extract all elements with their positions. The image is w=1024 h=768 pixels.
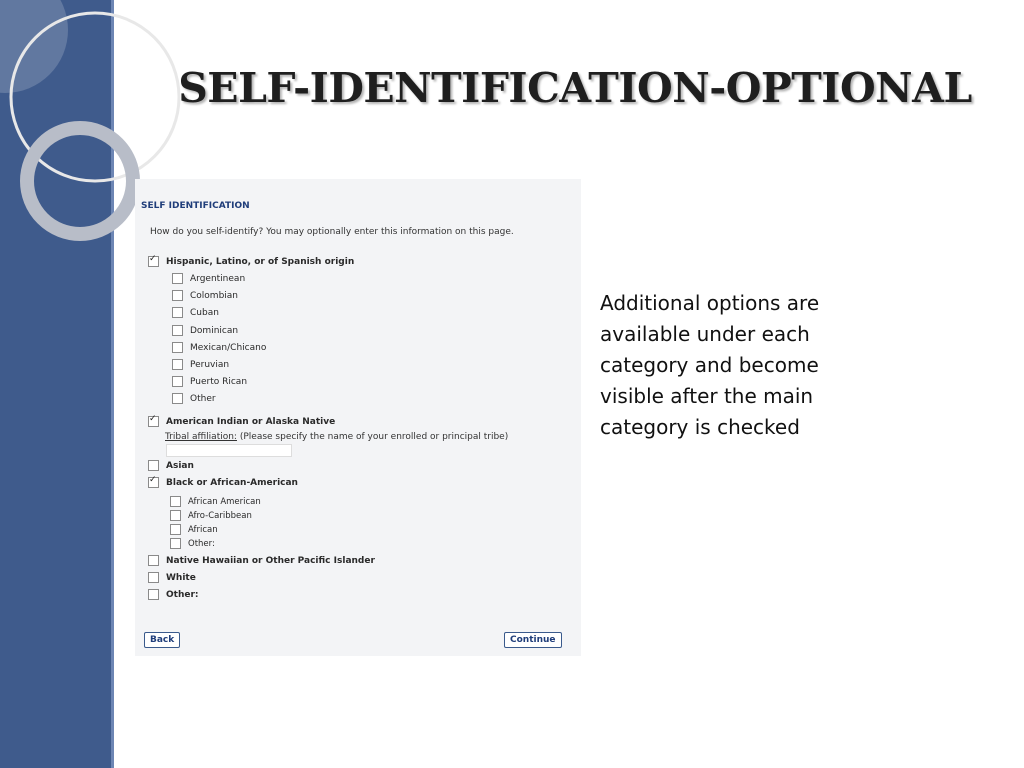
puerto-rican-checkbox[interactable] xyxy=(172,376,183,387)
other-checkbox[interactable] xyxy=(148,589,159,600)
continue-button[interactable]: Continue xyxy=(504,632,562,648)
pacific-islander-checkbox[interactable] xyxy=(148,555,159,566)
hispanic-other-checkbox[interactable] xyxy=(172,393,183,404)
tribal-affiliation-label xyxy=(165,432,508,442)
pacific-islander-label: Native Hawaiian or Other Pacific Islander xyxy=(166,555,375,566)
dominican-checkbox[interactable] xyxy=(172,325,183,336)
sub-option-label: Mexican/Chicano xyxy=(190,342,267,353)
sub-option-label: Peruvian xyxy=(190,359,230,370)
asian-label: Asian xyxy=(166,460,194,471)
hispanic-sub-option[interactable] xyxy=(172,376,247,387)
hispanic-label: Hispanic, Latino, or of Spanish origin xyxy=(166,256,355,267)
hispanic-sub-option[interactable] xyxy=(172,307,219,318)
black-sub-option[interactable] xyxy=(170,538,215,549)
sub-option-label: African xyxy=(188,524,218,535)
white-checkbox[interactable] xyxy=(148,572,159,583)
black-other-checkbox[interactable] xyxy=(170,538,181,549)
sub-option-label: Dominican xyxy=(190,325,239,336)
american-indian-label: American Indian or Alaska Native xyxy=(166,416,336,427)
hispanic-sub-option[interactable] xyxy=(172,325,238,336)
sub-option-label: Other: xyxy=(188,538,215,549)
white-label: White xyxy=(166,572,196,583)
sub-option-label: Puerto Rican xyxy=(190,376,248,387)
asian-option[interactable] xyxy=(148,460,194,471)
sub-option-label: Argentinean xyxy=(190,273,246,284)
african-checkbox[interactable] xyxy=(170,524,181,535)
hispanic-sub-option[interactable] xyxy=(172,393,216,404)
black-label: Black or African-American xyxy=(166,477,298,488)
pacific-islander-option[interactable] xyxy=(148,555,375,566)
sub-option-label: Afro-Caribbean xyxy=(188,510,252,521)
cuban-checkbox[interactable] xyxy=(172,307,183,318)
slide-title: SELF-IDENTIFICATION-OPTIONAL xyxy=(178,64,972,112)
black-option[interactable] xyxy=(148,477,298,488)
afro-caribbean-checkbox[interactable] xyxy=(170,510,181,521)
white-option[interactable] xyxy=(148,572,196,583)
black-sub-option[interactable] xyxy=(170,496,261,507)
sub-option-label: Cuban xyxy=(190,307,219,318)
american-indian-option[interactable] xyxy=(148,416,335,427)
form-question: How do you self-identify? You may optionally enter this information on this page. xyxy=(150,227,514,237)
back-button[interactable]: Back xyxy=(144,632,180,648)
black-sub-option[interactable] xyxy=(170,510,252,521)
other-label: Other: xyxy=(166,589,199,600)
hispanic-sub-option[interactable] xyxy=(172,290,238,301)
hispanic-sub-option[interactable] xyxy=(172,273,245,284)
black-sub-option[interactable] xyxy=(170,524,218,535)
tribal-label: Tribal affiliation: xyxy=(165,432,237,442)
african-american-checkbox[interactable] xyxy=(170,496,181,507)
black-checkbox[interactable] xyxy=(148,477,159,488)
form-heading: SELF IDENTIFICATION xyxy=(141,201,250,211)
mexican-chicano-checkbox[interactable] xyxy=(172,342,183,353)
explanatory-note: Additional options are available under each category and become visible after the main category is checked xyxy=(600,291,820,439)
sub-option-label: Colombian xyxy=(190,290,238,301)
peruvian-checkbox[interactable] xyxy=(172,359,183,370)
sub-option-label: African American xyxy=(188,496,261,507)
colombian-checkbox[interactable] xyxy=(172,290,183,301)
american-indian-checkbox[interactable] xyxy=(148,416,159,427)
self-identification-form xyxy=(135,179,581,656)
tribal-affiliation-input[interactable] xyxy=(166,444,292,457)
hispanic-checkbox[interactable] xyxy=(148,256,159,267)
other-option[interactable] xyxy=(148,589,199,600)
decorative-circles xyxy=(0,0,130,260)
tribal-hint: (Please specify the name of your enrolled or principal tribe) xyxy=(236,432,509,442)
hispanic-sub-option[interactable] xyxy=(172,342,266,353)
argentinean-checkbox[interactable] xyxy=(172,273,183,284)
hispanic-sub-option[interactable] xyxy=(172,359,229,370)
asian-checkbox[interactable] xyxy=(148,460,159,471)
sub-option-label: Other xyxy=(190,393,216,404)
hispanic-option[interactable] xyxy=(148,256,354,267)
